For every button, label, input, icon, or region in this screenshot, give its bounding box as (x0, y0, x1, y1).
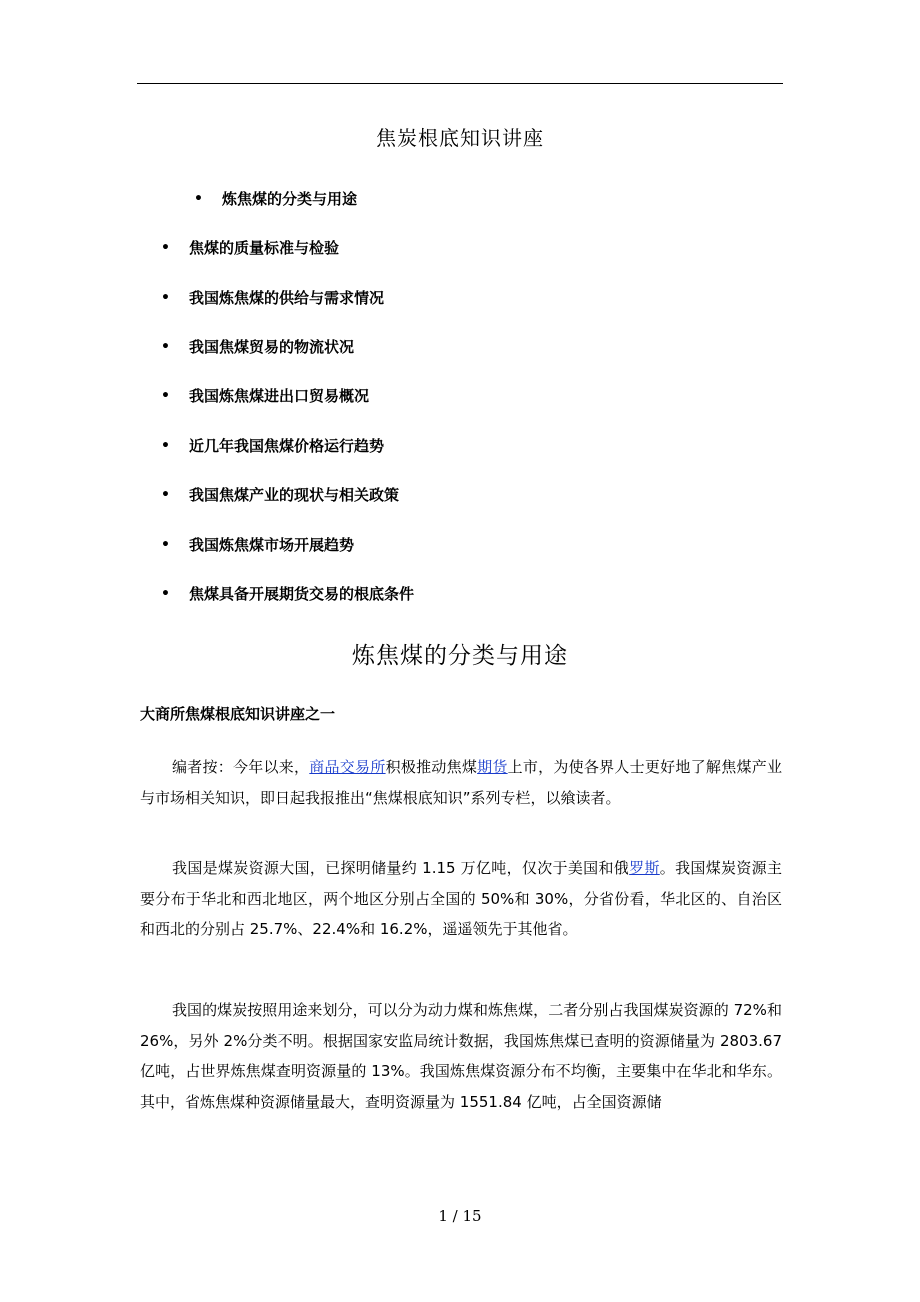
toc-item-label: 炼焦煤的分类与用途 (222, 190, 358, 208)
bullet-icon: • (161, 438, 170, 454)
header-rule (137, 83, 783, 84)
toc-item[interactable] (161, 386, 370, 406)
paragraph-text: 我国是煤炭资源大国，已探明储量约 1.15 万亿吨，仅次于美国和俄 (172, 859, 630, 877)
document-title: 焦炭根底知识讲座 (376, 126, 544, 150)
bullet-icon: • (161, 388, 170, 404)
section-subtitle: 大商所焦煤根底知识讲座之一 (140, 705, 336, 723)
paragraph-text: 。我国煤炭资源主要分布于华北和西北地区，两个地区分别占全国的 50%和 30%，分省份看，华北区的、自治区和西北的分别占 25.7%、22.4%和 16.2%，遥遥领先于其他省。 (140, 859, 782, 938)
toc-item-label: 我国炼焦煤的供给与需求情况 (189, 289, 385, 307)
toc-item-label: 我国炼焦煤进出口贸易概况 (189, 387, 370, 405)
toc-item[interactable] (161, 584, 415, 604)
paragraph-text: 编者按：今年以来， (172, 758, 310, 776)
section-title: 炼焦煤的分类与用途 (352, 643, 568, 669)
bullet-icon: • (161, 586, 170, 602)
russia-link[interactable]: 罗斯 (629, 859, 660, 877)
bullet-icon: • (194, 191, 203, 207)
toc-item-label: 我国焦煤产业的现状与相关政策 (189, 486, 400, 504)
bullet-icon: • (161, 487, 170, 503)
futures-link[interactable]: 期货 (477, 758, 508, 776)
page-number: 1 / 15 (438, 1207, 482, 1225)
toc-item[interactable] (161, 288, 385, 308)
toc-item-label: 我国焦煤贸易的物流状况 (189, 338, 355, 356)
coal-resources-paragraph (140, 853, 782, 945)
bullet-icon: • (161, 339, 170, 355)
coal-classification-paragraph: 我国的煤炭按照用途来划分，可以分为动力煤和炼焦煤，二者分别占我国煤炭资源的 72%和 26%，另外 2%分类不明。根据国家安监局统计数据，我国炼焦煤已查明的资源储量为 2803.67 亿吨，占世界炼焦煤查明资源量的 13%。我国炼焦煤资源分布不均衡，主要集中在华北和华东。其中，省炼焦煤种资源储量最大，查明资源量为 1551.84 亿吨，占全国资源储 (140, 1001, 782, 1111)
toc-item-label: 焦煤的质量标准与检验 (189, 239, 340, 257)
editor-note-paragraph (140, 752, 782, 813)
toc-item[interactable] (194, 189, 358, 209)
toc-item-label: 近几年我国焦煤价格运行趋势 (189, 437, 385, 455)
toc-item[interactable] (161, 436, 385, 456)
toc-item-label: 焦煤具备开展期货交易的根底条件 (189, 585, 415, 603)
paragraph-text: 积极推动焦煤 (385, 758, 478, 776)
bullet-icon: • (161, 240, 170, 256)
bullet-icon: • (161, 537, 170, 553)
bullet-icon: • (161, 290, 170, 306)
toc-item[interactable] (161, 238, 340, 258)
toc-item[interactable] (161, 337, 355, 357)
commodity-exchange-link[interactable]: 商品交易所 (309, 758, 386, 776)
toc-item[interactable] (161, 485, 400, 505)
toc-item[interactable] (161, 535, 355, 555)
toc-item-label: 我国炼焦煤市场开展趋势 (189, 536, 355, 554)
paragraph-text: 上市，为使各界人士更好地了解焦煤产业与市场相关知识，即日起我报推出“焦煤根底知识”系列专栏，以飨读者。 (140, 758, 782, 807)
